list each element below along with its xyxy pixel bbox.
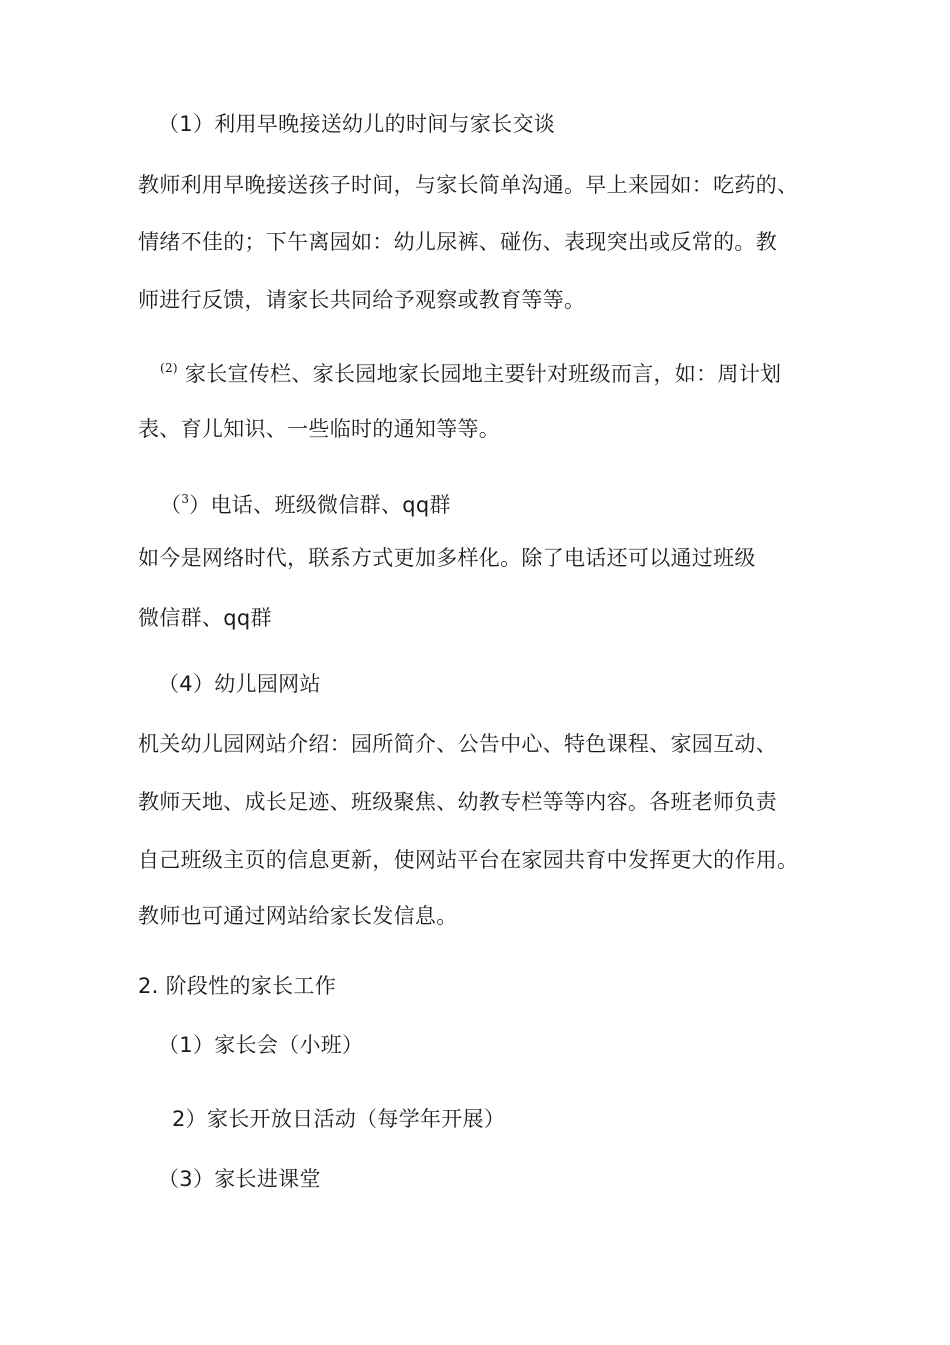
s4-heading: （4）幼儿园网站 — [158, 672, 321, 696]
s2-text: 家长宣传栏、家长园地家长园地主要针对班级而言，如：周计划 — [184, 362, 782, 386]
s4-body-line-2: 教师天地、成长足迹、班级聚焦、幼教专栏等等内容。各班老师负责 — [138, 790, 777, 814]
s3-open-paren: （ — [160, 493, 182, 517]
s4-body-line-1: 机关幼儿园网站介绍：园所简介、公告中心、特色课程、家园互动、 — [138, 732, 777, 756]
s4-body-line-3: 自己班级主页的信息更新，使网站平台在家园共育中发挥更大的作用。 — [138, 848, 799, 872]
s4-body-line-4: 教师也可通过网站给家长发信息。 — [138, 904, 458, 928]
s3-text: ）电话、班级微信群、qq群 — [189, 493, 451, 517]
sub-item-3: （3）家长进课堂 — [158, 1167, 321, 1191]
s3-body-line-1: 如今是网络时代，联系方式更加多样化。除了电话还可以通过班级 — [138, 546, 756, 570]
sub-item-2: 2）家长开放日活动（每学年开展） — [172, 1107, 506, 1131]
s3-marker: 3 — [181, 492, 190, 506]
s2-second-line: 表、育儿知识、一些临时的通知等等。 — [138, 417, 501, 441]
s2-first-line — [160, 353, 781, 389]
section2-title: 2. 阶段性的家长工作 — [138, 974, 337, 998]
s1-heading: （1）利用早晚接送幼儿的时间与家长交谈 — [158, 112, 556, 136]
s1-body-line-2: 情绪不佳的；下午离园如：幼儿尿裤、碰伤、表现突出或反常的。教 — [138, 230, 777, 254]
s3-heading — [160, 484, 451, 520]
s1-body-line-1: 教师利用早晚接送孩子时间，与家长简单沟通。早上来园如：吃药的、 — [138, 173, 799, 197]
s3-body-line-2: 微信群、qq群 — [138, 606, 272, 630]
s1-body-line-3: 师进行反馈，请家长共同给予观察或教育等等。 — [138, 288, 586, 312]
sub-item-1: （1）家长会（小班） — [158, 1033, 364, 1057]
s2-marker: (2) — [160, 361, 178, 375]
